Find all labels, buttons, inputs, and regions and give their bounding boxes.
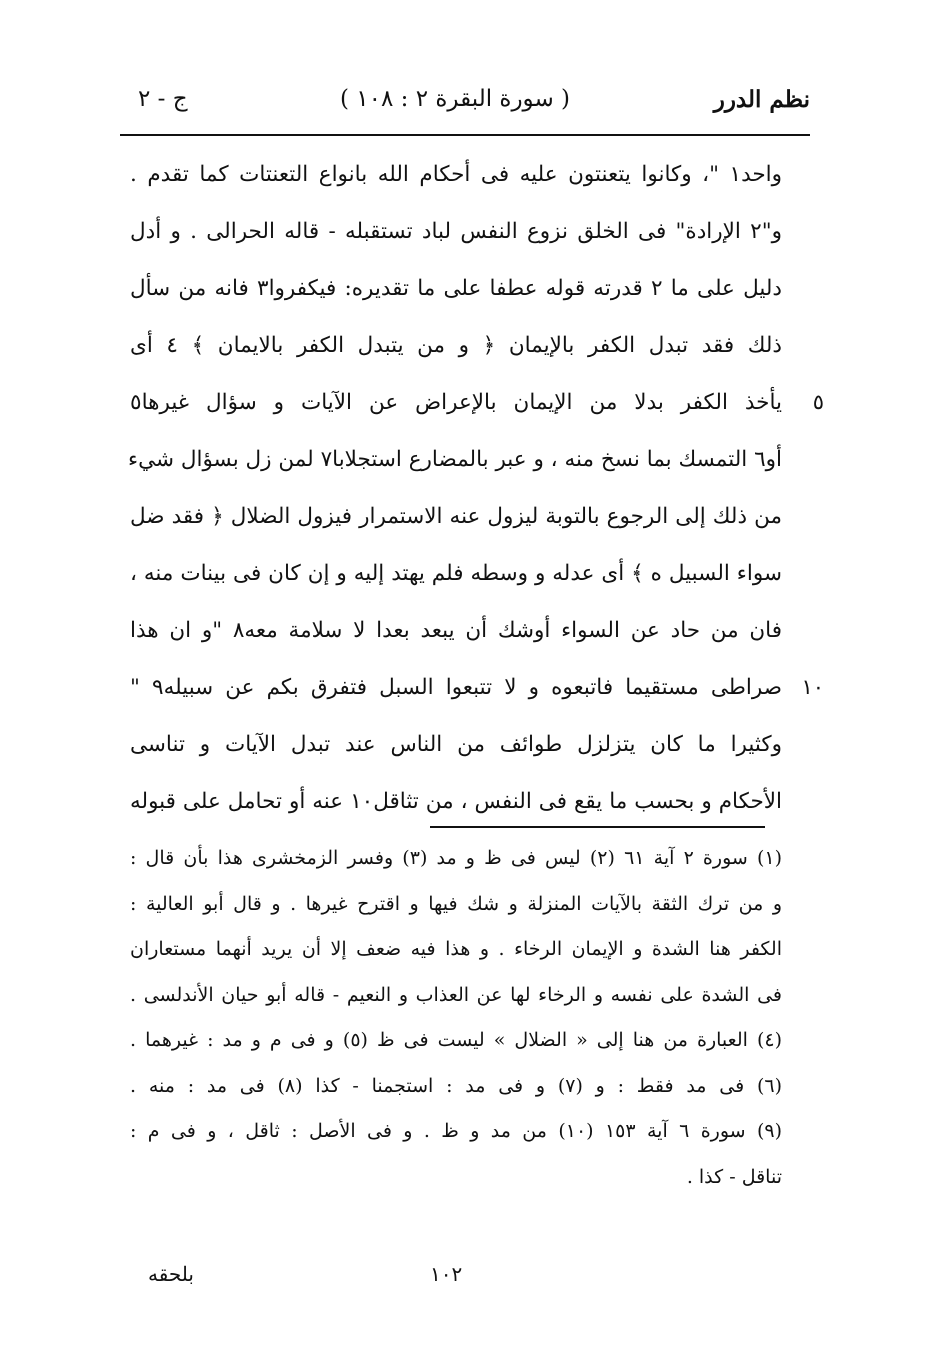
header-rule	[120, 134, 810, 136]
line-text: سواء السبيل ه ﴾ أى عدله و وسطه فلم يهتد إليه و إن كان فى بينات منه ،	[130, 561, 782, 586]
text-line	[130, 317, 782, 374]
footnote-rule	[430, 826, 765, 828]
line-number: ١٠	[801, 675, 824, 699]
line-text: الأحكام و بحسب ما يقع فى النفس ، من تثاقل١٠ عنه أو تحامل على قبوله	[130, 789, 783, 814]
line-text: واحد١ "، وكانوا يتعنتون عليه فى أحكام الله بانواع التعنتات كما تقدم .	[130, 162, 782, 187]
main-text	[127, 146, 824, 830]
text-line	[130, 716, 782, 773]
footnote-line: (٩) سورة ٦ آية ١٥٣ (١٠) من مد و ظ . و فى الأصل : ثاقل ، و فى م :	[130, 1120, 783, 1142]
text-line	[130, 773, 782, 830]
footnote-line: تناقل - كذا .	[686, 1165, 782, 1188]
text-line	[130, 545, 782, 602]
footnotes	[130, 836, 782, 1200]
line-text: و"٢ الإرادة" فى الخلق نزوع النفس لباد تستقبله - قاله الحرالى . و أدل	[130, 219, 782, 244]
line-text: يأخذ الكفر بدلا من الإيمان بالإعراض عن الآيات و سؤال غيرها٥	[130, 390, 782, 415]
line-text: صراطى مستقيما فاتبعوه و لا تتبعوا السبل فتفرق بكم عن سبيله٩ "	[130, 675, 782, 700]
signature-mark: بلحقه	[148, 1262, 194, 1286]
footnote-line: فى الشدة على نفسه و الرخاء لها عن العذاب و النعيم - قاله أبو حيان الأندلسى .	[130, 983, 782, 1006]
text-line	[130, 602, 782, 659]
line-text: وكثيرا ما كان يتزلزل طوائف من الناس عند تبدل الآيات و تناسى	[130, 732, 782, 757]
line-text: من ذلك إلى الرجوع بالتوبة ليزول عنه الاستمرار فيزول الضلال ﴿ فقد ضل	[130, 504, 782, 529]
juz-number: ج - ٢	[138, 86, 188, 112]
line-text: ذلك فقد تبدل الكفر بالإيمان ﴿ و من يتبدل الكفر بالايمان ﴾ ٤ أى	[130, 333, 783, 358]
text-line	[130, 146, 782, 203]
page-footer	[120, 1262, 810, 1292]
text-line	[130, 374, 824, 431]
surah-reference: ( سورة البقرة ٢ : ١٠٨ )	[339, 86, 570, 112]
text-line	[130, 488, 782, 545]
footnote-line: (١) سورة ٢ آية ٦١ (٢) ليس فى ظ و مد (٣) وفسر الزمخشرى هذا بأن قال :	[130, 847, 783, 869]
footnote-line: (٦) فى مد فقط : و (٧) و فى مد : استجمنا - كذا (٨) فى مد : منه .	[130, 1074, 782, 1097]
text-line	[130, 659, 824, 716]
line-text: دليل على ما ٢ قدرته قوله عطفا على ما تقديره: فيكفروا٣ فانه من سأل	[130, 276, 782, 301]
text-line	[130, 260, 782, 317]
book-title: نظم الدرر	[713, 86, 810, 113]
running-header	[120, 86, 810, 126]
page-number: ١٠٢	[430, 1262, 463, 1286]
line-number: ٥	[812, 390, 824, 414]
footnote-line: (٤) العبارة من هنا إلى « الضلال » ليست فى ظ (٥) و فى م و مد : غيرهما .	[130, 1029, 782, 1051]
text-line	[130, 203, 782, 260]
footnote-line: الكفر هنا الشدة و الإيمان الرخاء . و هذا فيه ضعف إلا أن يريد أنهما مستعاران	[130, 938, 782, 960]
text-line	[127, 431, 782, 488]
footnote-line: و من ترك الثقة بالآيات المنزلة و شك فيها و اقترح غيرها . و قال أبو العالية :	[130, 892, 782, 915]
line-text: أو٦ التمسك بما نسخ منه ، و عبر بالمضارع استجلابا٧ لمن زل بسؤال شيء	[127, 447, 782, 472]
line-text: فان من حاد عن السواء أوشك أن يبعد بعدا لا سلامة معه٨ "و ان هذا	[130, 618, 782, 643]
